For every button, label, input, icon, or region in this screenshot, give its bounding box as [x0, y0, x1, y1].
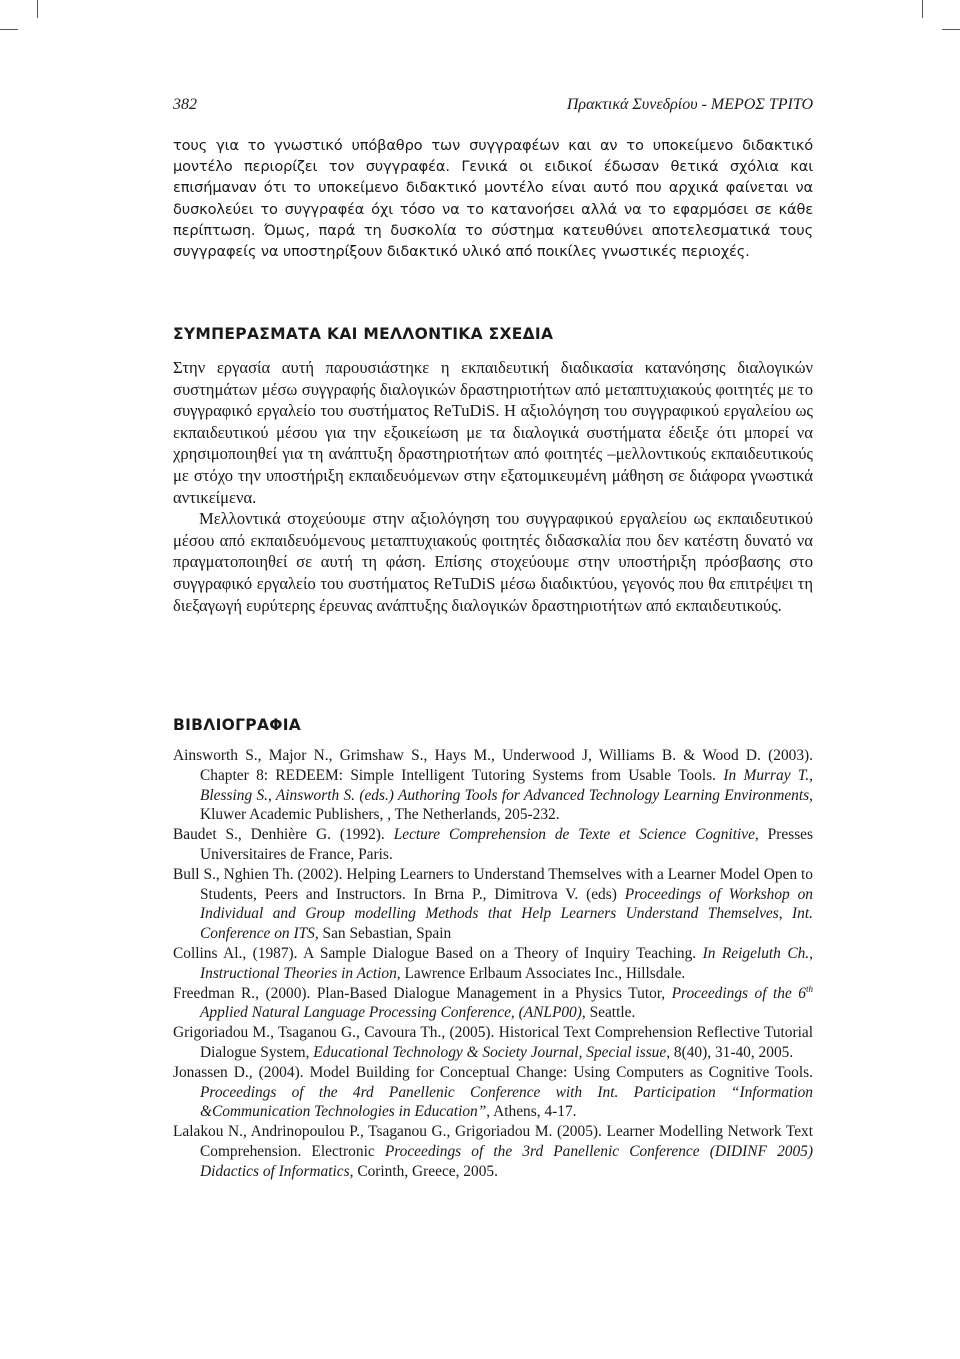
- crop-mark-top-left: [0, 29, 18, 30]
- conclusions-heading: ΣΥΜΠΕΡΑΣΜΑΤΑ ΚΑΙ ΜΕΛΛΟΝΤΙΚΑ ΣΧΕΔΙΑ: [173, 325, 554, 343]
- bibliography-list: [173, 746, 813, 1182]
- crop-mark-top-right-vertical: [922, 0, 923, 18]
- conclusions-paragraph-1: Στην εργασία αυτή παρουσιάστηκε η εκπαιδευτική διαδικασία κατανόησης διαλογικών συστημάτων μέσω συγγραφής διαλογικών δραστηριοτήτων από μεταπτυχιακούς φοιτητές με το συγγραφικό εργαλείο του συστήματος ReTuDiS. Η αξιολόγηση του συγγραφικού εργαλείου ως εκπαιδευτικού μέσου για την εξοικείωση με τα διαλογικά συστήματα έδειξε ότι μπορεί να χρησιμοποιηθεί για τη ανάπτυξη δραστηριοτήτων από φοιτητές –μελλοντικούς εκπαιδευτικούς με στόχο την υποστήριξη εκπαιδευόμενων στην εξατομικευμένη μάθηση σε διάφορα γνωστικά αντικείμενα.: [173, 358, 813, 507]
- conclusions-paragraph-2: Μελλοντικά στοχεύουμε στην αξιολόγηση του συγγραφικού εργαλείου ως εκπαιδευτικού μέσου από εκπαιδευόμενους μεταπτυχιακούς φοιτητές διδασκαλία που δεν κατέστη δυνατό να πραγματοποιηθεί σε αυτή τη φάση. Επίσης στοχεύουμε στην υποστήριξη πρόσβασης στο συγγραφικό εργαλείο του συστήματος ReTuDiS μέσω διαδικτύου, γεγονός που θα επιτρέψει τη διεξαγωγή ευρύτερης έρευνας ανάπτυξης διαλογικών δραστηριοτήτων από εκπαιδευτικούς.: [173, 509, 813, 615]
- reference-item: Grigoriadou M., Tsaganou G., Cavoura Th., (2005). Historical Text Comprehension Reflective Tutorial Dialogue System, Educational Technology & Society Journal, Special issue, 8(40), 31-40, 2005.: [173, 1024, 813, 1061]
- crop-mark-top-right: [942, 29, 960, 30]
- crop-mark-top-left-vertical: [37, 0, 38, 18]
- reference-item: Ainsworth S., Major N., Grimshaw S., Hays M., Underwood J, Williams B. & Wood D. (2003). Chapter 8: REDEEM: Simple Intelligent Tutoring Systems from Usable Tools. In Murray T., Blessing S., Ainsworth S. (eds.) Authoring Tools for Advanced Technology Learning Environments, Kluwer Academic Publishers, , The Netherlands, 205-232.: [173, 747, 813, 824]
- conclusions-section: [173, 325, 813, 343]
- reference-item: Lalakou N., Andrinopoulou P., Tsaganou G., Grigoriadou M. (2005). Learner Modelling Network Text Comprehension. Electronic Proceedings of the 3rd Panellenic Conference (DIDINF 2005) Didactics of Informatics, Corinth, Greece, 2005.: [173, 1123, 814, 1180]
- intro-paragraph: τους για το γνωστικό υπόβαθρο των συγγραφέων και αν το υποκείμενο διδακτικό μοντέλο περιορίζει τον συγγραφέα. Γενικά οι ειδικοί έδωσαν θετικά σχόλια και επισήμαναν ότι το υποκείμενο διδακτικό μοντέλο είναι αυτό που αρχικά φαίνεται να δυσκολεύει το συγγραφέα όχι τόσο να το κατανοήσει αλλά να το εφαρμόσει σε κάθε περίπτωση. Όμως, παρά τη δυσκολία το σύστημα κατευθύνει αποτελεσματικά τους συγγραφείς να υποστηρίξουν διδακτικό υλικό από ποικίλες γνωστικές περιοχές.: [173, 137, 813, 261]
- reference-item: Collins Al., (1987). A Sample Dialogue Based on a Theory of Inquiry Teaching. In Reigeluth Ch., Instructional Theories in Action, Lawrence Erlbaum Associates Inc., Hillsdale.: [173, 944, 813, 982]
- running-title: Πρακτικά Συνεδρίου - ΜΕΡΟΣ ΤΡΙΤΟ: [566, 96, 813, 113]
- intro-section: [173, 135, 813, 262]
- bibliography-heading: ΒΙΒΛΙΟΓΡΑΦΙΑ: [173, 716, 302, 734]
- reference-item: Bull S., Nghien Th. (2002). Helping Learners to Understand Themselves with a Learner Model Open to Students, Peers and Instructors. In Brna P., Dimitrova V. (eds) Proceedings of Workshop on Individual and Group modelling Methods that Help Learners Understand Themselves, Int. Conference on ITS, San Sebastian, Spain: [173, 865, 813, 943]
- reference-item: Freedman R., (2000). Plan-Based Dialogue Management in a Physics Tutor, Proceedings of the 6th Applied Natural Language Processing Conference, (ANLP00), Seattle.: [173, 983, 813, 1022]
- bibliography-section: [173, 716, 813, 734]
- conclusions-body: [173, 357, 813, 616]
- reference-item: Baudet S., Denhière G. (1992). Lecture Comprehension de Texte et Science Cognitive, Presses Universitaires de France, Paris.: [173, 826, 814, 863]
- page-number: 382: [173, 96, 197, 113]
- reference-item: Jonassen D., (2004). Model Building for Conceptual Change: Using Computers as Cognitive Tools. Proceedings of the 4rd Panellenic Conference with Int. Participation “Information &Communication Technologies in Education”, Athens, 4-17.: [173, 1063, 813, 1121]
